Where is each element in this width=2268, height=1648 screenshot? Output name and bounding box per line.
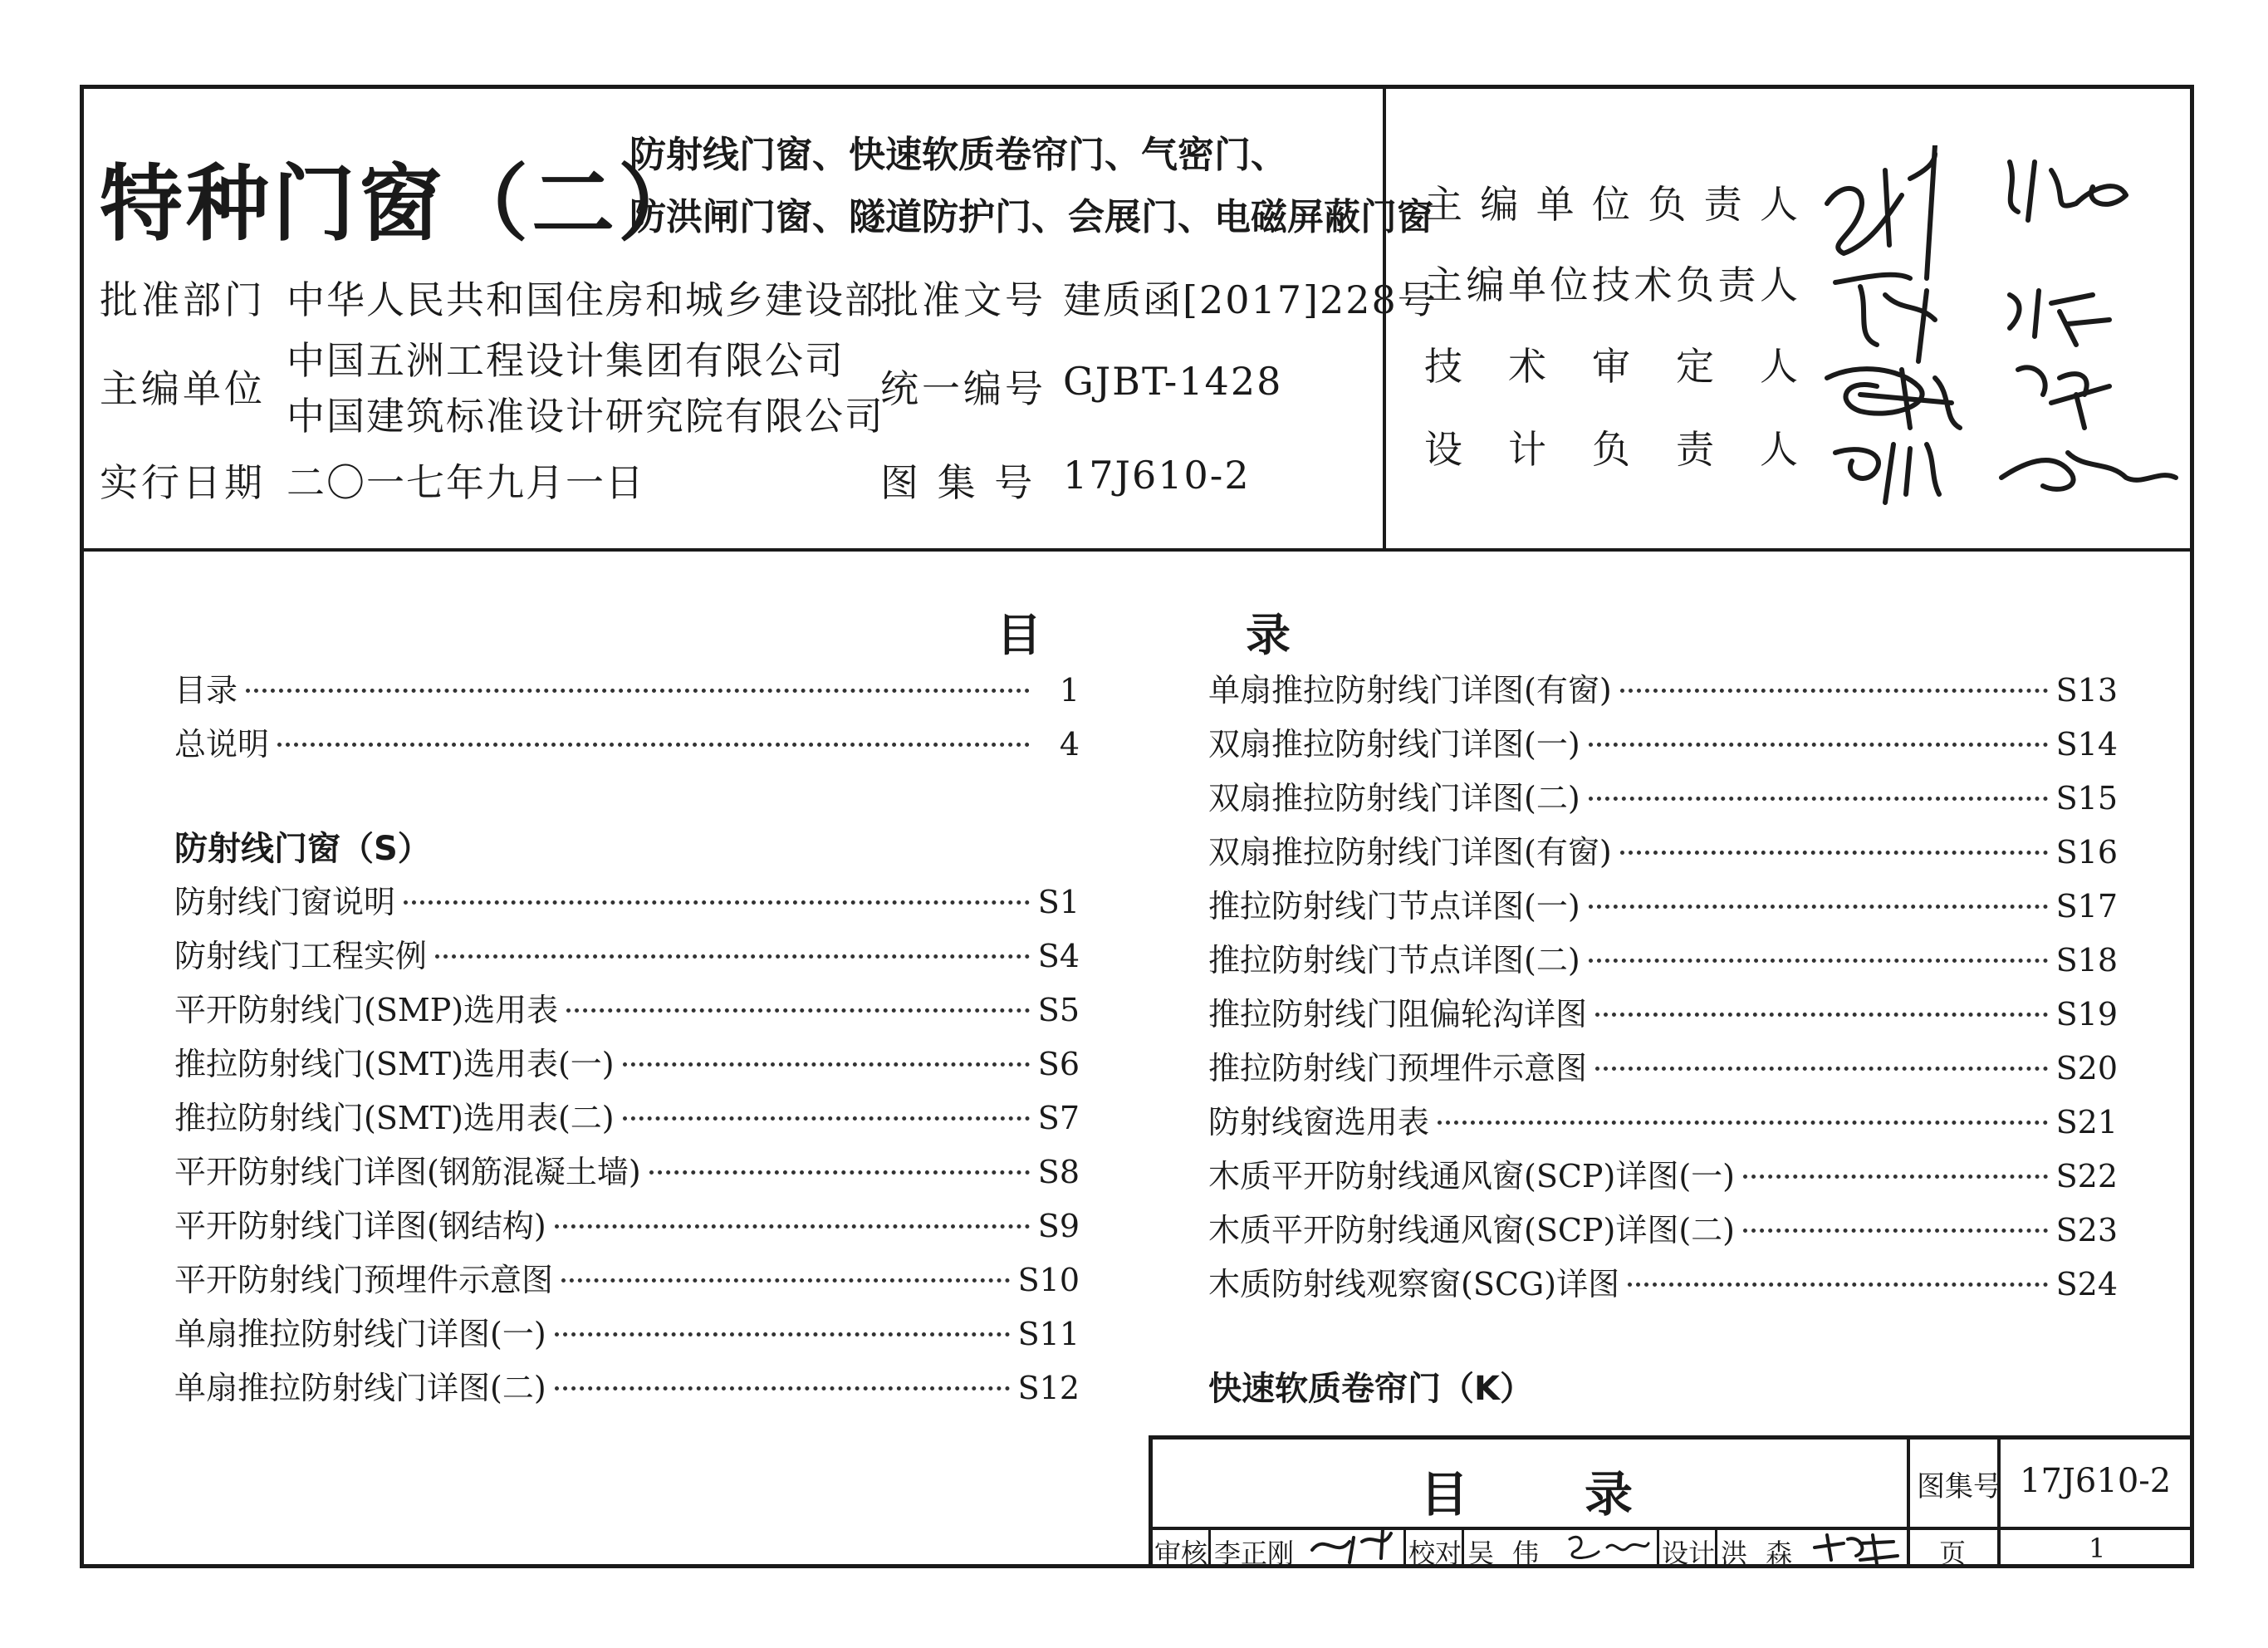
checker-name: 吴 伟 bbox=[1467, 1538, 1545, 1569]
title-block-cell-divider bbox=[1657, 1527, 1659, 1568]
toc-entry[interactable] bbox=[174, 1308, 1080, 1362]
review-label: 审核 bbox=[1154, 1538, 1208, 1569]
toc-leader-dots bbox=[1620, 689, 2048, 693]
approval-no-label: 批准文号 bbox=[880, 277, 1046, 322]
toc-entry-title: 平开防射线门详图(钢结构) bbox=[174, 1208, 546, 1244]
toc-entry-title: 双扇推拉防射线门详图(有窗) bbox=[1208, 834, 1612, 871]
toc-entry-title: 防射线窗选用表 bbox=[1208, 1104, 1430, 1140]
toc-entry-title: 推拉防射线门节点详图(二) bbox=[1208, 942, 1580, 978]
toc-entry[interactable] bbox=[1208, 1042, 2118, 1096]
toc-entry-page: 1 bbox=[1059, 672, 1080, 709]
toc-title-char-1: 目 bbox=[997, 609, 1041, 661]
toc-leader-dots bbox=[1595, 1067, 2048, 1071]
toc-section-heading: 快速软质卷帘门（K） bbox=[1208, 1370, 1533, 1408]
atlas-title: 特种门窗（二） bbox=[100, 155, 704, 253]
check-label: 校对 bbox=[1408, 1538, 1462, 1569]
title-block-atlas-no: 17J610-2 bbox=[2020, 1462, 2172, 1500]
toc-entry-page: S16 bbox=[2055, 834, 2118, 871]
toc-leader-dots bbox=[404, 900, 1030, 905]
toc-entry-page: S20 bbox=[2055, 1050, 2118, 1086]
implementation-date: 二〇一七年九月一日 bbox=[287, 460, 645, 505]
toc-entry[interactable] bbox=[174, 665, 1080, 719]
toc-leader-dots bbox=[435, 954, 1030, 959]
atlas-subtitle-line1: 防射线门窗、快速软质卷帘门、气密门、 bbox=[629, 134, 1287, 176]
toc-entry-title: 平开防射线门(SMP)选用表 bbox=[174, 992, 559, 1028]
toc-entry-page: S11 bbox=[1017, 1316, 1080, 1352]
toc-entry-title: 木质平开防射线通风窗(SCP)详图(一) bbox=[1208, 1158, 1735, 1194]
toc-entry-title: 推拉防射线门预埋件示意图 bbox=[1208, 1050, 1588, 1086]
toc-entry-title: 防射线门工程实例 bbox=[174, 938, 428, 974]
toc-entry[interactable] bbox=[174, 984, 1080, 1038]
toc-entry-page: S8 bbox=[1037, 1154, 1080, 1190]
toc-gap bbox=[1208, 1312, 2118, 1362]
approval-dept: 中华人民共和国住房和城乡建设部 bbox=[287, 277, 884, 322]
toc-entry-title: 平开防射线门详图(钢筋混凝土墙) bbox=[174, 1154, 641, 1190]
page-label: 页 bbox=[1939, 1538, 1967, 1569]
editor-unit-1: 中国五洲工程设计集团有限公司 bbox=[287, 338, 845, 383]
design-responsible-label: 设 计 负 责 人 bbox=[1424, 427, 1798, 472]
title-block-row-divider bbox=[1149, 1527, 2194, 1530]
toc-entry-page: S18 bbox=[2055, 942, 2118, 978]
approval-dept-label: 批准部门 bbox=[100, 277, 266, 322]
title-block-cell-divider bbox=[1462, 1527, 1464, 1568]
toc-entry-title: 双扇推拉防射线门详图(一) bbox=[1208, 726, 1580, 763]
toc-entry-page: S17 bbox=[2055, 888, 2118, 925]
reviewer-signature bbox=[1308, 1525, 1399, 1568]
toc-entry-page: S24 bbox=[2055, 1266, 2118, 1302]
toc-entry[interactable] bbox=[174, 1038, 1080, 1092]
approval-no: 建质函[2017]228号 bbox=[1063, 277, 1438, 322]
toc-entry-title: 木质平开防射线通风窗(SCP)详图(二) bbox=[1208, 1212, 1735, 1248]
toc-gap bbox=[174, 772, 1080, 822]
toc-leader-dots bbox=[1589, 905, 2048, 909]
toc-entry-title: 推拉防射线门阻偏轮沟详图 bbox=[1208, 996, 1588, 1032]
toc-entry-page: S9 bbox=[1037, 1208, 1080, 1244]
technical-approver-label: 技 术 审 定 人 bbox=[1424, 344, 1798, 389]
toc-leader-dots bbox=[1589, 959, 2048, 963]
toc-entry-page: S19 bbox=[2055, 996, 2118, 1032]
toc-leader-dots bbox=[623, 1116, 1030, 1121]
toc-entry-title: 推拉防射线门节点详图(一) bbox=[1208, 888, 1580, 925]
date-label: 实行日期 bbox=[100, 460, 266, 505]
toc-entry[interactable] bbox=[1208, 880, 2118, 934]
header-divider bbox=[80, 548, 2194, 552]
toc-entry[interactable] bbox=[1208, 988, 2118, 1042]
atlas-subtitle-line2: 防洪闸门窗、隧道防护门、会展门、电磁屏蔽门窗 bbox=[629, 196, 1433, 238]
chief-tech-responsible-label: 主 编 单 位 技 术 负 责 人 bbox=[1424, 262, 1798, 307]
toc-entry-page: S6 bbox=[1037, 1046, 1080, 1082]
atlas-no: 17J610-2 bbox=[1063, 453, 1251, 498]
toc-leader-dots bbox=[649, 1170, 1030, 1175]
atlas-no-label: 图 集 号 bbox=[880, 460, 1036, 505]
toc-entry-title: 防射线门窗说明 bbox=[174, 884, 396, 920]
toc-entry-title: 单扇推拉防射线门详图(有窗) bbox=[1208, 672, 1612, 709]
toc-entry-page: S13 bbox=[2055, 672, 2118, 709]
toc-entry[interactable] bbox=[1208, 1096, 2118, 1150]
chief-unit-responsible-label: 主 编 单 位 负 责 人 bbox=[1424, 182, 1798, 227]
toc-leader-dots bbox=[1743, 1229, 2048, 1233]
toc-entry-page: S21 bbox=[2055, 1104, 2118, 1140]
toc-entry[interactable] bbox=[174, 719, 1080, 772]
toc-entry-title: 推拉防射线门(SMT)选用表(一) bbox=[174, 1046, 615, 1082]
design-label: 设计 bbox=[1662, 1538, 1716, 1569]
reviewer-name: 李正刚 bbox=[1214, 1538, 1295, 1569]
unified-no: GJBT-1428 bbox=[1063, 359, 1283, 404]
designer-signature bbox=[1810, 1527, 1902, 1568]
toc-leader-dots bbox=[1589, 797, 2048, 801]
toc-entry-page: S23 bbox=[2055, 1212, 2118, 1248]
toc-entry[interactable] bbox=[174, 1092, 1080, 1146]
toc-leader-dots bbox=[1589, 743, 2048, 747]
editor-unit-2: 中国建筑标准设计研究院有限公司 bbox=[287, 394, 884, 439]
toc-entry[interactable] bbox=[174, 1146, 1080, 1200]
toc-entry[interactable] bbox=[174, 876, 1080, 930]
toc-left-column bbox=[174, 665, 1080, 1416]
toc-entry-title: 目录 bbox=[174, 672, 238, 709]
toc-entry[interactable] bbox=[1208, 665, 2118, 719]
toc-leader-dots bbox=[1743, 1175, 2048, 1179]
toc-entry[interactable] bbox=[1208, 826, 2118, 880]
title-block-col-divider-1 bbox=[1907, 1435, 1910, 1568]
unified-no-label: 统一编号 bbox=[880, 366, 1046, 411]
title-block-cell-divider bbox=[1208, 1527, 1211, 1568]
toc-leader-dots bbox=[623, 1062, 1030, 1067]
toc-leader-dots bbox=[246, 689, 1030, 693]
toc-leader-dots bbox=[1620, 851, 2048, 855]
toc-leader-dots bbox=[561, 1278, 1010, 1283]
toc-entry-title: 推拉防射线门(SMT)选用表(二) bbox=[174, 1100, 615, 1136]
toc-entry[interactable] bbox=[1208, 1258, 2118, 1312]
handwritten-signatures bbox=[1810, 145, 2192, 511]
toc-leader-dots bbox=[566, 1008, 1030, 1013]
toc-right-column bbox=[1208, 665, 2118, 1416]
toc-entry[interactable] bbox=[1208, 1150, 2118, 1204]
checker-signature bbox=[1561, 1527, 1653, 1568]
toc-entry-page: S10 bbox=[1017, 1262, 1080, 1298]
toc-entry-page: S12 bbox=[1017, 1370, 1080, 1406]
toc-entry[interactable] bbox=[174, 1254, 1080, 1308]
toc-entry[interactable] bbox=[1208, 934, 2118, 988]
title-block-cell-divider bbox=[1403, 1527, 1406, 1568]
toc-entry-page: S4 bbox=[1037, 938, 1080, 974]
title-block-cell-divider bbox=[1715, 1527, 1717, 1568]
toc-entry-title: 双扇推拉防射线门详图(二) bbox=[1208, 780, 1580, 817]
title-block-atlas-no-label: 图集号 bbox=[1917, 1470, 2001, 1503]
toc-entry-title: 平开防射线门预埋件示意图 bbox=[174, 1262, 554, 1298]
title-block-drawing-title: 目录 bbox=[1420, 1466, 1750, 1523]
toc-entry[interactable] bbox=[1208, 1204, 2118, 1258]
toc-entry-title: 总说明 bbox=[174, 726, 270, 763]
toc-entry-title: 单扇推拉防射线门详图(一) bbox=[174, 1316, 546, 1352]
toc-leader-dots bbox=[1628, 1283, 2047, 1287]
toc-entry-page: 4 bbox=[1059, 726, 1080, 763]
toc-section-heading: 防射线门窗（S） bbox=[174, 830, 431, 868]
toc-leader-dots bbox=[555, 1332, 1010, 1337]
toc-entry-page: S15 bbox=[2055, 780, 2118, 817]
toc-leader-dots bbox=[1595, 1013, 2048, 1017]
toc-entry[interactable] bbox=[1208, 772, 2118, 826]
toc-entry-page: S22 bbox=[2055, 1158, 2118, 1194]
toc-entry-page: S1 bbox=[1037, 884, 1080, 920]
toc-leader-dots bbox=[277, 743, 1030, 747]
toc-entry-page: S7 bbox=[1037, 1100, 1080, 1136]
designer-name: 洪 森 bbox=[1721, 1538, 1798, 1569]
toc-entry[interactable] bbox=[174, 1362, 1080, 1416]
toc-entry-page: S5 bbox=[1037, 992, 1080, 1028]
toc-entry[interactable] bbox=[1208, 719, 2118, 772]
toc-entry-page: S14 bbox=[2055, 726, 2118, 763]
toc-leader-dots bbox=[555, 1386, 1010, 1390]
toc-entry-title: 单扇推拉防射线门详图(二) bbox=[174, 1370, 546, 1406]
toc-leader-dots bbox=[1438, 1121, 2048, 1125]
toc-entry[interactable] bbox=[174, 930, 1080, 984]
editor-label: 主编单位 bbox=[100, 366, 266, 411]
toc-entry-title: 木质防射线观察窗(SCG)详图 bbox=[1208, 1266, 1620, 1302]
toc-title-char-2: 录 bbox=[1246, 609, 1291, 661]
toc-entry[interactable] bbox=[174, 1200, 1080, 1254]
toc-leader-dots bbox=[555, 1224, 1030, 1229]
page-number: 1 bbox=[2089, 1533, 2106, 1564]
